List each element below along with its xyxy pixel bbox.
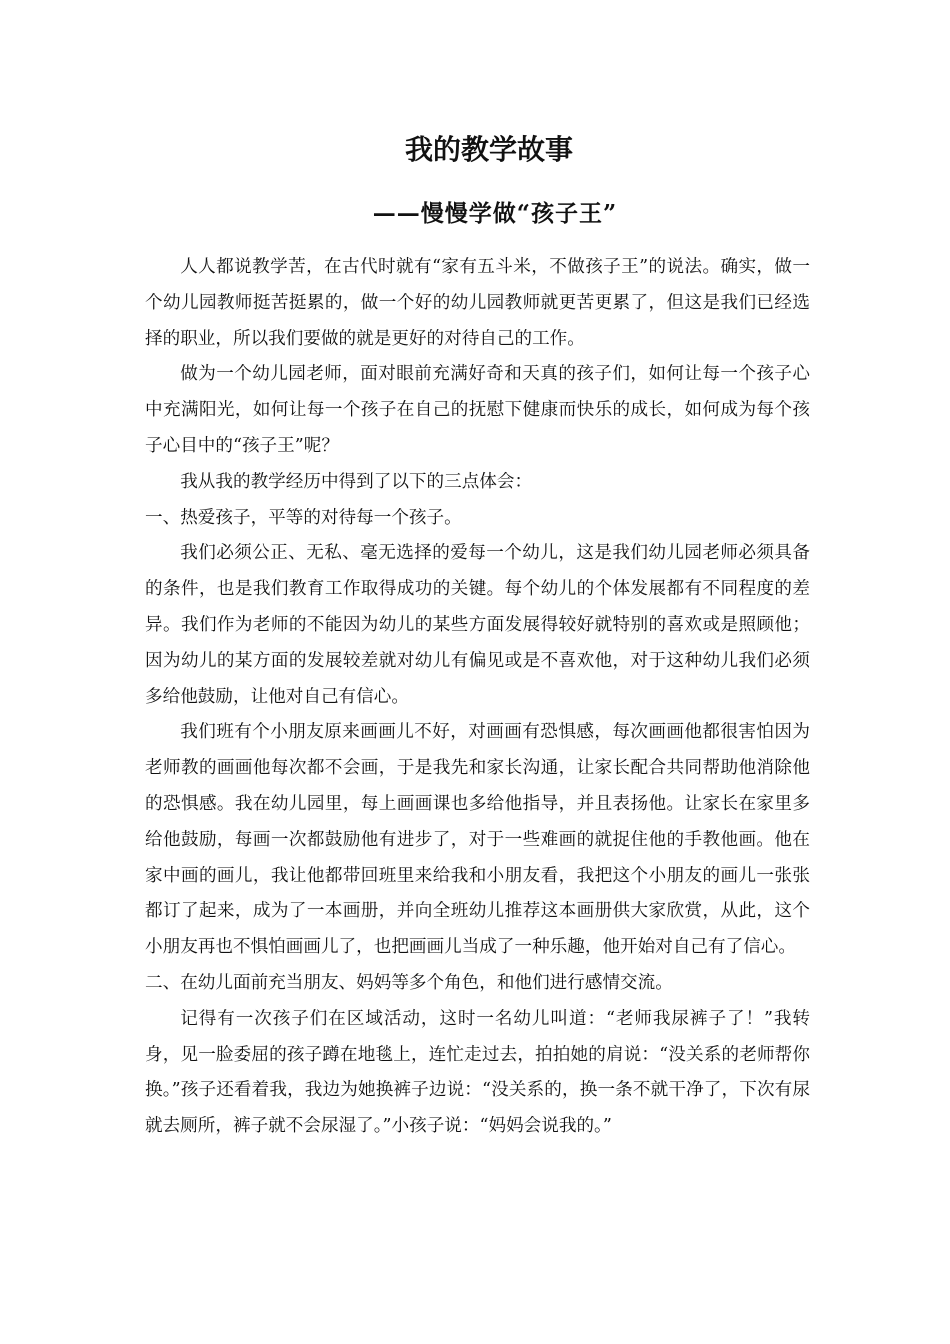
paragraph-three-points: 我从我的教学经历中得到了以下的三点体会： [180, 471, 533, 492]
paragraph-question: 做为一个幼儿园老师，面对眼前充满好奇和天真的孩子们，如何让每一个孩子心中充满阳光，如何让每一个孩子在自己的抚慰下健康而快乐的成长，如何成为每个孩子心目中的“孩子王”呢？ [145, 364, 810, 456]
document-subtitle: ——慢慢学做“孩子王” [372, 200, 618, 227]
section-heading-two: 二、在幼儿面前充当朋友、妈妈等多个角色，和他们进行感情交流。 [145, 972, 673, 993]
section-heading-one: 一、热爱孩子，平等的对待每一个孩子。 [145, 507, 462, 528]
document-title: 我的教学故事 [404, 133, 573, 166]
paragraph-drawing-story: 我们班有个小朋友原来画画儿不好，对画画有恐惧感，每次画画他都很害怕因为老师教的画画他每次都不会画，于是我先和家长沟通，让家长配合共同帮助他消除他的恐惧感。我在幼儿园里，每上画画课也多给他指导，并且表扬他。让家长在家里多给他鼓励，每画一次都鼓励他有进步了，对于一些难画的就捉住他的手教他画。他在家中画的画儿，我让他都带回班里来给我和小朋友看，我把这个小朋友的画儿一张张都订了起来，成为了一本画册，并向全班幼儿推荐这本画册供大家欣赏，从此，这个小朋友再也不惧怕画画儿了，也把画画儿当成了一种乐趣，他开始对自己有了信心。 [145, 722, 810, 958]
paragraph-intro: 人人都说教学苦，在古代时就有“家有五斗米，不做孩子王”的说法。确实，做一个幼儿园教师挺苦挺累的，做一个好的幼儿园教师就更苦更累了，但这是我们已经选择的职业，所以我们要做的就是更好的对待自己的工作。 [145, 257, 810, 349]
paragraph-pants-story: 记得有一次孩子们在区域活动，这时一名幼儿叫道：“老师我尿裤子了！”我转身，见一脸委屈的孩子蹲在地毯上，连忙走过去，拍拍她的肩说：“没关系的老师帮你换。”孩子还看着我，我边为她换裤子边说：“没关系的，换一条不就干净了，下次有尿就去厕所，裤子就不会尿湿了。”小孩子说：“妈妈会说我的。” [145, 1008, 810, 1137]
paragraph-fairness: 我们必须公正、无私、毫无选择的爱每一个幼儿，这是我们幼儿园老师必须具备的条件，也是我们教育工作取得成功的关键。每个幼儿的个体发展都有不同程度的差异。我们作为老师的不能因为幼儿的某些方面发展得较好就特别的喜欢或是照顾他；因为幼儿的某方面的发展较差就对幼儿有偏见或是不喜欢他，对于这种幼儿我们必须多给他鼓励，让他对自己有信心。 [145, 543, 810, 707]
document-body [145, 250, 810, 1145]
